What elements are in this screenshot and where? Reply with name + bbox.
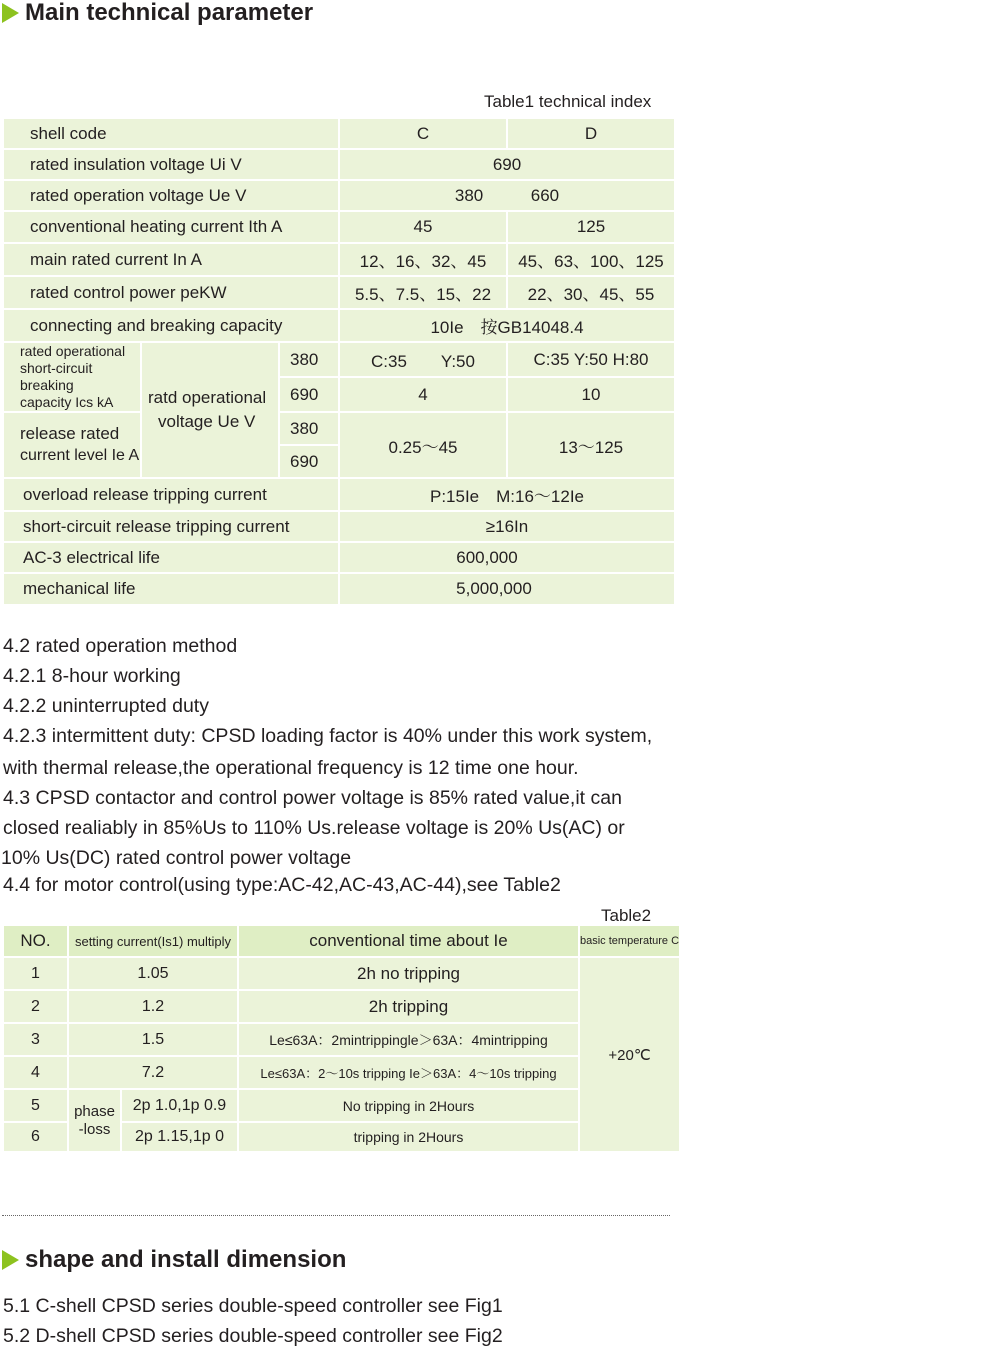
heating-current-d: 125 xyxy=(508,212,674,242)
temp-header: basic temperature C xyxy=(580,926,679,956)
phase-loss-line1: phase xyxy=(74,1102,115,1120)
table-header-row xyxy=(4,926,679,956)
row-no: 3 xyxy=(4,1024,67,1055)
triangle-bullet-icon xyxy=(2,1250,19,1270)
time-header: conventional time about Ie xyxy=(239,926,578,956)
table-row xyxy=(4,574,674,604)
table-row xyxy=(4,244,674,275)
phase-loss-label xyxy=(69,1090,120,1151)
paragraph-line: closed realiably in 85%Us to 110% Us.release voltage is 20% Us(AC) or xyxy=(3,817,625,839)
row-no: 1 xyxy=(4,958,67,989)
shell-code-label: shell code xyxy=(4,119,338,148)
operation-method-text xyxy=(3,631,723,897)
release-level-690: 690 xyxy=(280,446,338,477)
release-level-label-line2: current level Ie A xyxy=(20,447,140,464)
no-header: NO. xyxy=(4,926,67,956)
table2-caption: Table2 xyxy=(601,906,652,925)
row-setting: 1.2 xyxy=(69,991,237,1022)
technical-index-table xyxy=(2,117,676,606)
row-no: 4 xyxy=(4,1057,67,1088)
row-setting: 2p 1.15,1p 0 xyxy=(122,1123,237,1151)
insulation-label: rated insulation voltage Ui V xyxy=(4,150,338,179)
paragraph-line: 10% Us(DC) rated control power voltage xyxy=(1,847,352,869)
short-trip-value: ≥16In xyxy=(340,512,674,541)
row-time: Le≤63A：2～10s tripping Ie＞63A：4～10s tripping xyxy=(239,1057,578,1088)
short-circuit-label-line1: rated operational xyxy=(20,343,126,359)
table-row xyxy=(4,150,674,179)
control-power-c: 5.5、7.5、15、22 xyxy=(340,277,506,308)
row-time: tripping in 2Hours xyxy=(239,1123,578,1151)
paragraph-line: 4.4 for motor control(using type:AC-42,AC-43,AC-44),see Table2 xyxy=(3,874,561,896)
short-circuit-d-690: 10 xyxy=(508,378,674,411)
main-current-label: main rated current In A xyxy=(4,244,338,275)
row-setting: 7.2 xyxy=(69,1057,237,1088)
short-circuit-label-line2: short-circuit breaking xyxy=(20,360,93,393)
row-no: 5 xyxy=(4,1090,67,1121)
main-current-c: 12、16、32、45 xyxy=(340,244,506,275)
section-heading-shape xyxy=(2,1246,346,1274)
row-no: 6 xyxy=(4,1123,67,1151)
table-row xyxy=(4,119,674,148)
capacity-label: connecting and breaking capacity xyxy=(4,310,338,341)
release-level-380: 380 xyxy=(280,413,338,444)
paragraph-line: 4.2.1 8-hour working xyxy=(3,665,181,687)
heating-current-c: 45 xyxy=(340,212,506,242)
section2-line2: 5.2 D-shell CPSD series double-speed controller see Fig2 xyxy=(3,1325,503,1347)
release-level-label xyxy=(4,413,140,477)
release-level-label-line1: release rated xyxy=(20,424,120,443)
main-current-d: 45、63、100、125 xyxy=(508,244,674,275)
operation-voltage-value xyxy=(340,181,674,210)
section2-title: shape and install dimension xyxy=(25,1246,347,1273)
paragraph-line: 4.2.3 intermittent duty: CPSD loading factor is 40% under this work system, xyxy=(3,725,653,747)
capacity-value: 10Ie 按GB14048.4 xyxy=(340,310,674,341)
voltage-label-line2: voltage Ue V xyxy=(158,412,256,431)
short-circuit-c-690: 4 xyxy=(340,378,506,411)
section2-text xyxy=(3,1291,503,1351)
short-trip-label: short-circuit release tripping current xyxy=(4,512,338,541)
row-time: Le≤63A：2mintrippingle＞63A：4mintripping xyxy=(239,1024,578,1055)
row-time: 2h tripping xyxy=(239,991,578,1022)
table-row xyxy=(4,512,674,541)
setting-header: setting current(Is1) multiply xyxy=(69,926,237,956)
row-time: 2h no tripping xyxy=(239,958,578,989)
paragraph-line: 4.3 CPSD contactor and control power voltage is 85% rated value,it can xyxy=(3,787,622,809)
table-row xyxy=(4,1024,679,1055)
temp-value: +20℃ xyxy=(580,958,679,1151)
triangle-bullet-icon xyxy=(2,3,19,23)
release-level-c: 0.25～45 xyxy=(340,413,506,477)
control-power-label: rated control power peKW xyxy=(4,277,338,308)
table-row xyxy=(4,958,679,989)
motor-control-table xyxy=(2,924,681,1153)
row-setting: 1.5 xyxy=(69,1024,237,1055)
release-level-d: 13～125 xyxy=(508,413,674,477)
short-circuit-690: 690 xyxy=(280,378,338,411)
paragraph-line: with thermal release,the operational frequency is 12 time one hour. xyxy=(3,757,579,779)
table-row xyxy=(4,479,674,510)
section-heading-main xyxy=(2,0,313,26)
row-time: No tripping in 2Hours xyxy=(239,1090,578,1121)
table-row xyxy=(4,181,674,210)
table-row xyxy=(4,1057,679,1088)
phase-loss-line2: -loss xyxy=(78,1120,111,1138)
table-row xyxy=(4,991,679,1022)
paragraph-line: 4.2.2 uninterrupted duty xyxy=(3,695,209,717)
short-circuit-380: 380 xyxy=(280,343,338,376)
section2-line1: 5.1 C-shell CPSD series double-speed controller see Fig1 xyxy=(3,1295,503,1317)
insulation-value: 690 xyxy=(340,150,674,179)
short-circuit-label xyxy=(4,343,140,411)
dotted-divider xyxy=(2,1215,670,1216)
short-circuit-d-380: C:35 Y:50 H:80 xyxy=(508,343,674,376)
control-power-d: 22、30、45、55 xyxy=(508,277,674,308)
shell-code-c: C xyxy=(340,119,506,148)
row-no: 2 xyxy=(4,991,67,1022)
row-setting: 1.05 xyxy=(69,958,237,989)
table-row xyxy=(4,1090,679,1121)
short-circuit-c-380: C:35 Y:50 xyxy=(340,343,506,376)
operation-voltage-660: 660 xyxy=(530,185,560,205)
shell-code-d: D xyxy=(508,119,674,148)
table-row xyxy=(4,212,674,242)
voltage-label-line1: ratd operational xyxy=(148,388,267,407)
table-row xyxy=(4,277,674,308)
table1-caption: Table1 technical index xyxy=(484,92,652,111)
table-row xyxy=(4,543,674,572)
table-row xyxy=(4,413,674,444)
operation-voltage-label: rated operation voltage Ue V xyxy=(4,181,338,210)
row-setting: 2p 1.0,1p 0.9 xyxy=(122,1090,237,1121)
table-row xyxy=(4,343,674,376)
heating-current-label: conventional heating current Ith A xyxy=(4,212,338,242)
paragraph-line: 4.2 rated operation method xyxy=(3,635,238,657)
short-circuit-label-line3: capacity Ics kA xyxy=(20,394,114,410)
overload-value: P:15Ie M:16～12Ie xyxy=(340,479,674,510)
ac3-life-value: 600,000 xyxy=(340,543,674,572)
ac3-life-label: AC-3 electrical life xyxy=(4,543,338,572)
table-row xyxy=(4,310,674,341)
main-title: Main technical parameter xyxy=(25,0,314,26)
mech-life-value: 5,000,000 xyxy=(340,574,674,604)
mech-life-label: mechanical life xyxy=(4,574,338,604)
overload-label: overload release tripping current xyxy=(4,479,338,510)
voltage-label xyxy=(142,343,278,477)
operation-voltage-380: 380 xyxy=(454,185,484,205)
